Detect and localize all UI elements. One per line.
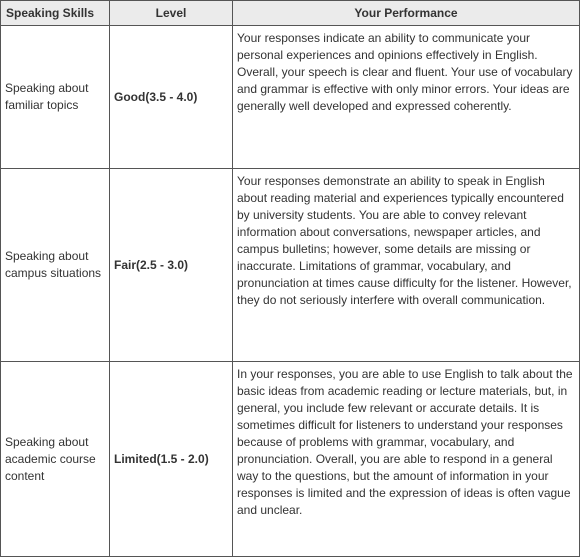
level-cell: Good(3.5 - 4.0): [110, 26, 233, 169]
level-cell: Fair(2.5 - 3.0): [110, 169, 233, 362]
skill-cell: Speaking about campus situations: [1, 169, 110, 362]
performance-cell: Your responses indicate an ability to communicate your personal experiences and opinions effectively in English. Overall, your speech is clear and fluent. Your use of vocabulary and grammar is effective with only minor errors. Your ideas are generally well developed and expressed coherently.: [233, 26, 580, 169]
skill-cell: Speaking about familiar topics: [1, 26, 110, 169]
table-header-row: [1, 1, 580, 26]
table-row: [1, 169, 580, 362]
level-cell: Limited(1.5 - 2.0): [110, 362, 233, 557]
performance-cell: In your responses, you are able to use English to talk about the basic ideas from academic reading or lecture materials, but, in general, you include few relevant or accurate details. It is sometimes difficult for listeners to understand your responses because of problems with grammar, vocabulary, and pronunciation. Overall, you are able to respond in a general way to the questions, but the amount of information in your responses is limited and the expression of ideas is often vague and unclear.: [233, 362, 580, 557]
header-level: Level: [110, 1, 233, 26]
performance-cell: Your responses demonstrate an ability to speak in English about reading material and experiences typically encountered by university students. You are able to convey relevant information about conversations, newspaper articles, and campus bulletins; however, some details are missing or inaccurate. Limitations of grammar, vocabulary, and pronunciation at times cause difficulty for the listener. However, they do not seriously interfere with overall communication.: [233, 169, 580, 362]
header-speaking-skills: Speaking Skills: [1, 1, 110, 26]
skill-cell: Speaking about academic course content: [1, 362, 110, 557]
table-row: [1, 362, 580, 557]
table-row: [1, 26, 580, 169]
header-your-performance: Your Performance: [233, 1, 580, 26]
